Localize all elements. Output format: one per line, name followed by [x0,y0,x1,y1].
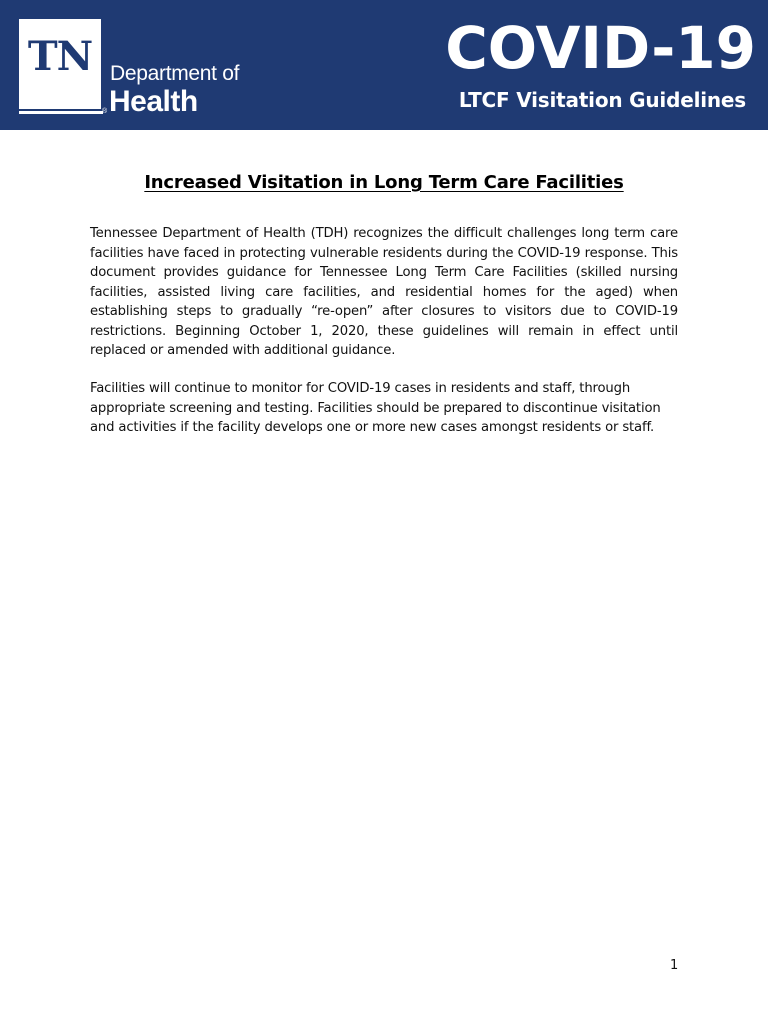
page-number: 1 [670,958,679,973]
logo-text: TN [27,33,93,80]
monitoring-paragraph: Facilities will continue to monitor for COVID-19 cases in residents and staff, through appropriate screening and testing. Facilities should be prepared to discontinue visitation and activities if the facility develops one or more new cases amongst residents or staff. [90,381,661,435]
logo-underline [19,111,103,114]
intro-paragraph: Tennessee Department of Health (TDH) recognizes the difficult challenges long term care facilities have faced in protecting vulnerable residents during the COVID-19 response. This document provides guidance for Tennessee Long Term Care Facilities (skilled nursing facilities, assisted living care facilities, and residential homes for the aged) when establishing steps to gradually “re-open” after closures to visitors due to COVID-19 restrictions. Beginning October 1, 2020, these guidelines will remain in effect until replaced or amended with additional guidance. [90,226,678,358]
banner-subtitle: LTCF Visitation Guidelines [458,88,746,112]
org-name-line1: Department of [110,62,240,85]
tn-logo-icon [19,19,101,109]
registered-mark: ® [102,108,108,115]
document-heading: Increased Visitation in Long Term Care Facilities [144,172,624,193]
banner-title: COVID-19 [445,14,756,82]
org-name-line2: Health [109,85,198,118]
